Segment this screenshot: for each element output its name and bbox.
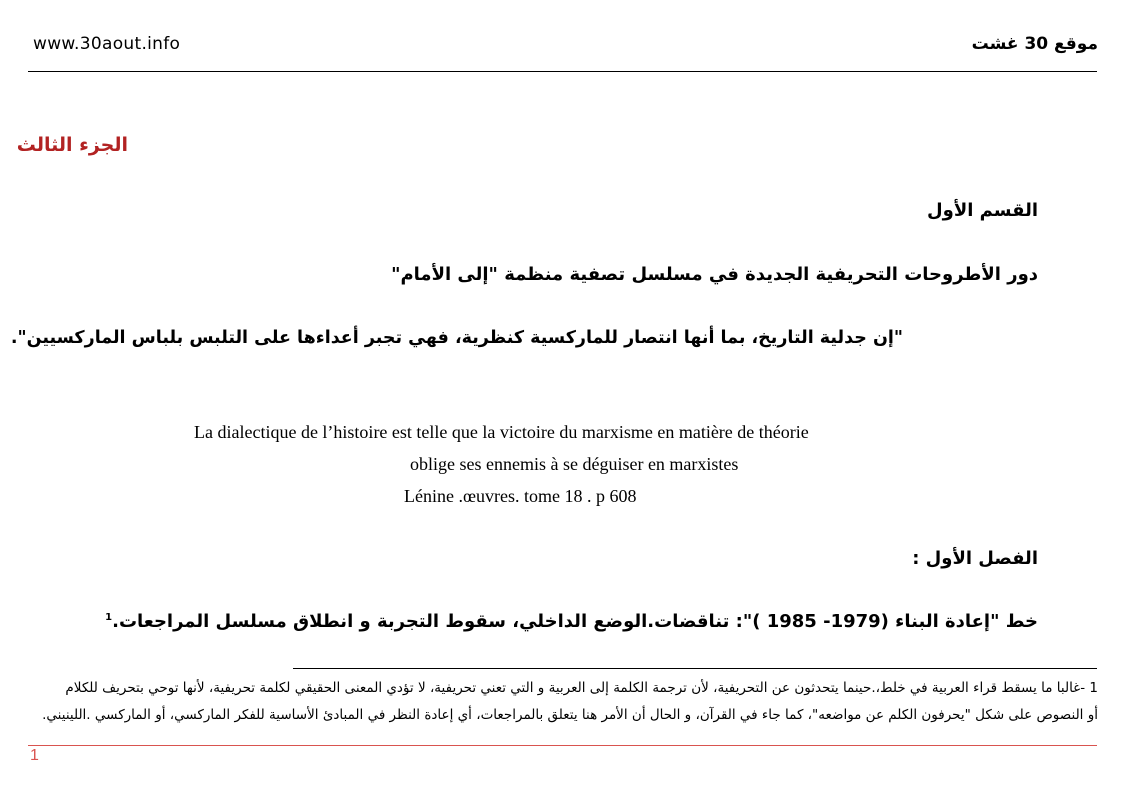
site-url: www.30aout.info xyxy=(33,34,181,54)
header-divider xyxy=(28,71,1097,72)
footer-divider xyxy=(28,745,1097,746)
footnote-ref[interactable]: 1 xyxy=(105,612,113,623)
french-quote-line-2: oblige ses ennemis à se déguiser en marxistes xyxy=(410,454,739,474)
page-number: 1 xyxy=(30,747,39,764)
subtitle-heading: دور الأطروحات التحريفية الجديدة في مسلسل تصفية منظمة "إلى الأمام" xyxy=(391,264,1038,285)
site-name: موقع 30 غشت xyxy=(971,34,1098,54)
french-quote-citation: Lénine .œuvres. tome 18 . p 608 xyxy=(404,486,637,506)
line-heading xyxy=(105,611,1038,632)
footnote-divider xyxy=(293,668,1097,669)
line-heading-text: خط "إعادة البناء (1979- 1985 )": تناقضات.الوضع الداخلي، سقوط التجربة و انطلاق مسلسل المراجعات. xyxy=(112,611,1038,632)
footnote-line-2: أو النصوص على شكل "يحرفون الكلم عن مواضعه"، كما جاء في القرآن، و الحال أن الأمر هنا يتعلق بالمراجعات، أي إعادة النظر في المبادئ الأساسية للفكر الماركسي، أو الماركسي .اللينيني. xyxy=(42,707,1098,723)
french-quote-line-1: La dialectique de l’histoire est telle que la victoire du marxisme en matière de théorie xyxy=(194,422,809,442)
part-title: الجزء الثالث xyxy=(16,134,128,156)
chapter-heading: الفصل الأول : xyxy=(912,548,1038,569)
section-heading: القسم الأول xyxy=(927,200,1038,221)
arabic-quote: "إن جدلية التاريخ، بما أنها انتصار للماركسية كنظرية، فهي تجبر أعداءها على التلبس بلباس الماركسيين". xyxy=(10,328,903,348)
footnote-line-1: 1 -غالبا ما يسقط قراء العربية في خلط،.حينما يتحدثون عن التحريفية، لأن ترجمة الكلمة إلى العربية و التي تعني تحريفية، لا تؤدي المعنى الحقيقي لكلمة تحريفية، لأنها توحي بتحريف للكلام xyxy=(65,680,1098,696)
